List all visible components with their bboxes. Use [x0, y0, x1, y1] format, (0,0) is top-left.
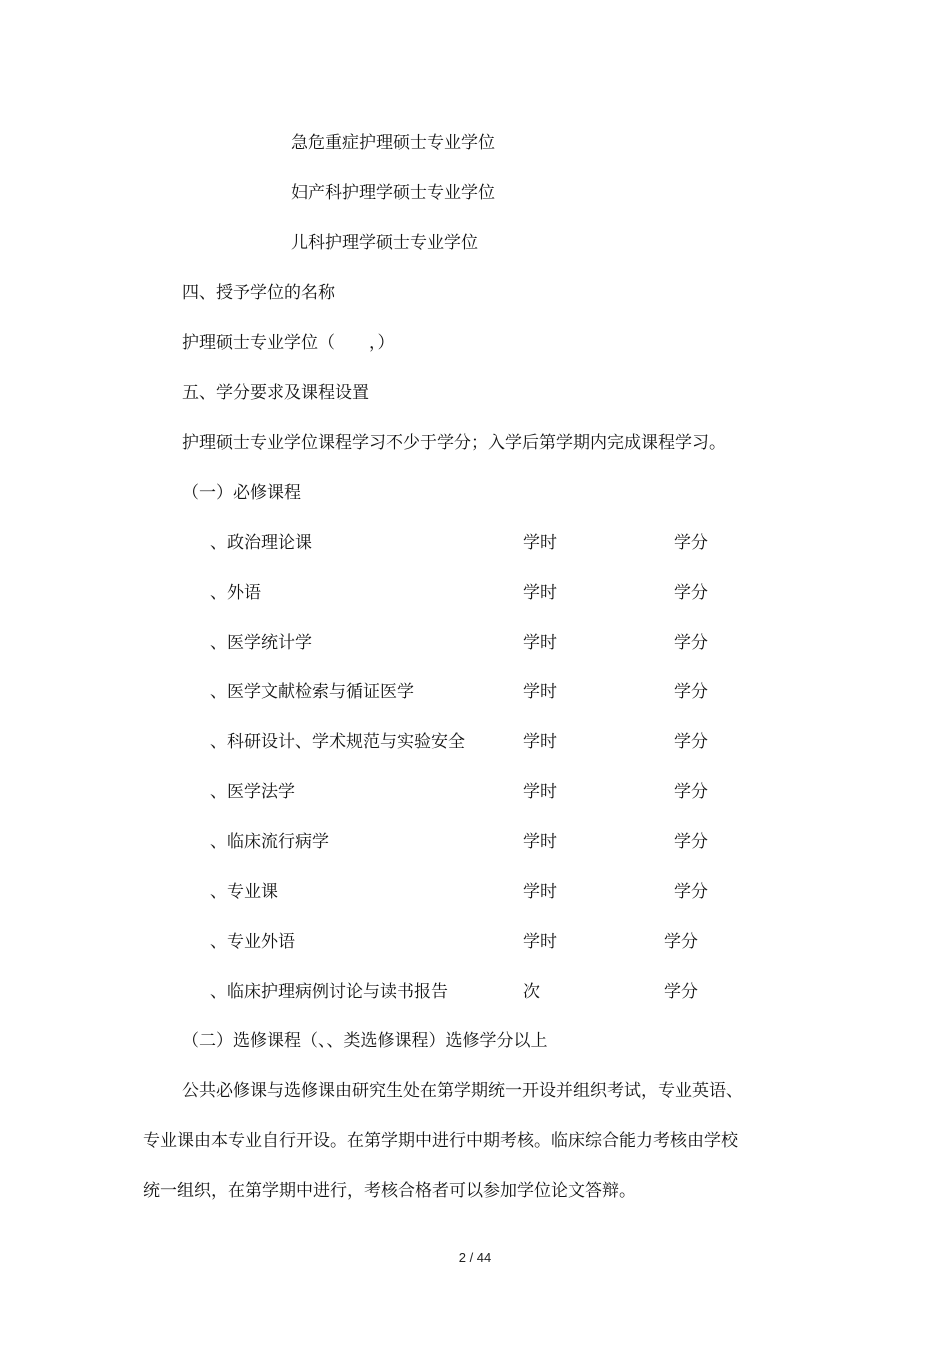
course-name: 、外语 [210, 583, 261, 603]
course-name: 、临床流行病学 [210, 832, 329, 852]
course-hours: 学时 [523, 782, 557, 802]
elective-courses-heading: （二）选修课程（、、类选修课程）选修学分以上 [182, 1031, 548, 1051]
course-name: 、临床护理病例讨论与读书报告 [210, 982, 448, 1002]
course-hours: 次 [523, 982, 540, 1002]
course-hours: 学时 [523, 882, 557, 902]
required-courses-heading: （一）必修课程 [182, 483, 301, 503]
course-hours: 学时 [523, 832, 557, 852]
degree-name-text: 护理硕士专业学位（ ，） [182, 333, 395, 353]
course-name: 、专业课 [210, 882, 278, 902]
course-credit: 学分 [674, 832, 708, 852]
course-hours: 学时 [523, 533, 557, 553]
course-hours: 学时 [523, 583, 557, 603]
body-paragraph-line: 公共必修课与选修课由研究生处在第学期统一开设并组织考试，专业英语、 [182, 1081, 743, 1101]
course-name: 、科研设计、学术规范与实验安全 [210, 732, 465, 752]
body-paragraph-line: 统一组织，在第学期中进行，考核合格者可以参加学位论文答辩。 [143, 1181, 636, 1201]
section4-heading: 四、授予学位的名称 [182, 283, 335, 303]
section5-heading: 五、学分要求及课程设置 [182, 383, 369, 403]
course-credit: 学分 [664, 982, 698, 1002]
sub-degree-1: 急危重症护理硕士专业学位 [291, 133, 495, 153]
page-indicator: 2 / 44 [458, 1250, 492, 1265]
sub-degree-2: 妇产科护理学硕士专业学位 [291, 183, 495, 203]
course-name: 、专业外语 [210, 932, 295, 952]
course-name: 、政治理论课 [210, 533, 312, 553]
course-name: 、医学法学 [210, 782, 295, 802]
course-credit: 学分 [674, 782, 708, 802]
course-credit: 学分 [664, 932, 698, 952]
course-name: 、医学文献检索与循证医学 [210, 682, 414, 702]
course-credit: 学分 [674, 882, 708, 902]
course-credit: 学分 [674, 583, 708, 603]
course-name: 、医学统计学 [210, 633, 312, 653]
course-hours: 学时 [523, 932, 557, 952]
course-credit: 学分 [674, 633, 708, 653]
credit-requirement-text: 护理硕士专业学位课程学习不少于学分；入学后第学期内完成课程学习。 [182, 433, 726, 453]
course-credit: 学分 [674, 732, 708, 752]
course-hours: 学时 [523, 732, 557, 752]
body-paragraph-line: 专业课由本专业自行开设。在第学期中进行中期考核。临床综合能力考核由学校 [143, 1131, 738, 1151]
course-credit: 学分 [674, 533, 708, 553]
sub-degree-3: 儿科护理学硕士专业学位 [291, 233, 478, 253]
course-credit: 学分 [674, 682, 708, 702]
course-hours: 学时 [523, 682, 557, 702]
course-hours: 学时 [523, 633, 557, 653]
